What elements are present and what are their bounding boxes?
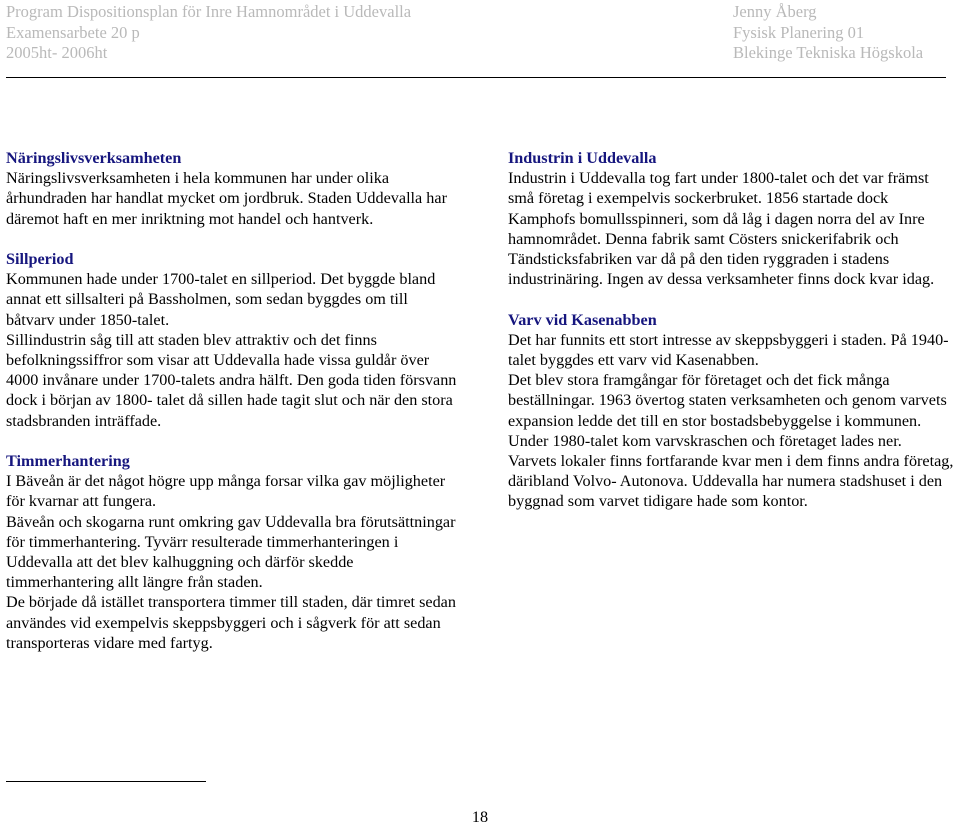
header-course: Examensarbete 20 p	[6, 22, 140, 42]
header-left	[6, 2, 411, 64]
header-author: Jenny Åberg	[733, 2, 817, 21]
section-heading: Varv vid Kasenabben	[508, 310, 657, 329]
header-divider	[6, 77, 946, 78]
header-program: Fysisk Planering 01	[733, 22, 865, 42]
section-heading: Näringslivsverksamheten	[6, 149, 182, 167]
section-varv	[508, 310, 956, 512]
paragraph: Kommunen hade under 1700-talet en sillperiod. Det byggde bland annat ett sillsalteri på Bassholmen, som sedan byggdes om till båtvarv under 1850-talet.	[6, 270, 436, 329]
page-number: 18	[471, 808, 489, 826]
left-column	[6, 148, 458, 673]
header-document-title: Program Dispositionsplan för Inre Hamnområdet i Uddevalla	[6, 2, 412, 21]
paragraph: Näringslivsverksamheten i hela kommunen har under olika århundraden har handlat mycket om jordbruk. Staden Uddevalla har däremot haft en mer inriktning mot handel och hantverk.	[6, 169, 447, 228]
section-naringsliv	[6, 148, 458, 229]
paragraph: De började då istället transportera timmer till staden, där timret sedan användes vid exempelvis skeppsbyggeri och i sågverk för att sedan transporteras vidare med fartyg.	[6, 593, 456, 652]
paragraph: Det har funnits ett stort intresse av skeppsbyggeri i staden. På 1940-talet byggdes ett varv vid Kasenabben.	[508, 330, 949, 370]
section-industrin	[508, 148, 956, 289]
header-right	[733, 2, 923, 64]
paragraph: Det blev stora framgångar för företaget och det fick många beställningar. 1963 övertog staten verksamheten och genom varvets expansion ledde det till en stor bostadsbebyggelse i kommunen. Under 1980-talet kom varvskraschen och företaget lades ner.	[508, 371, 947, 450]
section-sillperiod	[6, 249, 458, 431]
section-heading: Industrin i Uddevalla	[508, 149, 657, 167]
right-column	[508, 148, 956, 532]
paragraph: I Bäveån är det något högre upp många forsar vilka gav möjligheter för kvarnar att fungera.	[6, 472, 446, 511]
header-school: Blekinge Tekniska Högskola	[733, 43, 924, 62]
section-heading: Sillperiod	[6, 250, 74, 268]
paragraph: Varvets lokaler finns fortfarande kvar men i dem finns andra företag, däribland Volvo- Autonova. Uddevalla har numera stadshuset i den byggnad som varvet tidigare hade som kontor.	[508, 452, 954, 511]
header-term: 2005ht- 2006ht	[6, 43, 108, 62]
paragraph: Bäveån och skogarna runt omkring gav Uddevalla bra förutsättningar för timmerhantering. Tyvärr resulterade timmerhanteringen i Uddevalla att det blev kalhuggning och därför skedde timmerhantering allt längre från staden.	[6, 512, 456, 592]
section-heading: Timmerhantering	[6, 452, 130, 471]
section-timmerhantering	[6, 451, 458, 653]
paragraph: Sillindustrin såg till att staden blev attraktiv och det finns befolkningssiffror som visar att Uddevalla hade vissa guldår över 4000 invånare under 1700-talets andra hälft. Den goda tiden försvann dock i början av 1800- talet då sillen hade tagit slut och när den stora stadsbranden inträffade.	[6, 330, 457, 430]
footer-divider	[6, 781, 206, 782]
paragraph: Industrin i Uddevalla tog fart under 1800-talet och det var främst små företag i exempelvis sockerbruket. 1856 startade dock Kamphofs bomullsspinneri, som då låg i dagen norra del av Inre hamnområdet. Denna fabrik samt Cösters snickerifabrik och Tändsticksfabriken var då på den tiden ryggraden i stadens industrinäring. Ingen av dessa verksamheter finns dock kvar idag.	[508, 169, 935, 289]
